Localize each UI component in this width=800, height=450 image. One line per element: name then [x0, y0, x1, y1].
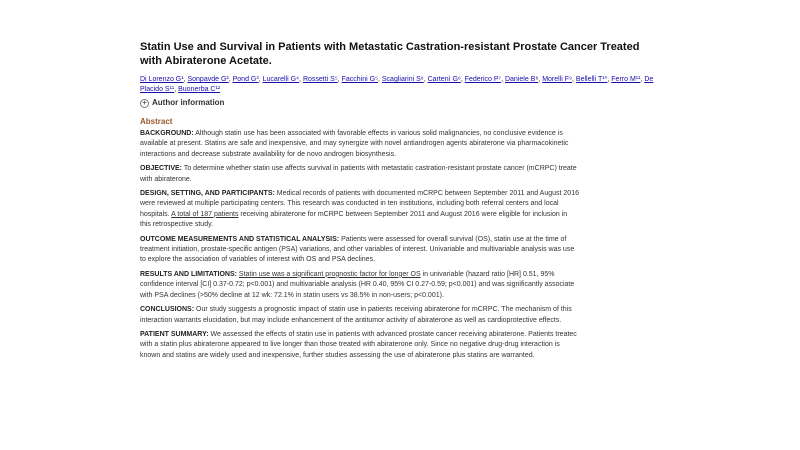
author-link[interactable]: Buonerba C¹²	[178, 86, 221, 93]
author-link[interactable]: Ferro M¹¹	[611, 76, 641, 83]
total-patients-highlight[interactable]: A total of 187 patients	[171, 210, 239, 218]
author-link[interactable]: Rossetti S⁵	[302, 76, 338, 83]
title-line-1: Statin Use and Survival in Patients with Metastatic Castration-resistant Prostate Cancer Treated	[140, 41, 640, 53]
conclusions-text-1: Our study suggests a prognostic impact of statin use in patients receiving abiraterone for mCRPC. The mechanism of this	[194, 306, 572, 314]
author-separator: ,	[337, 76, 342, 83]
abstract-results	[140, 270, 662, 301]
abstract-heading: Abstract	[140, 117, 173, 126]
author-list	[140, 75, 662, 95]
outcome-text-1: Patients were assessed for overall survival (OS), statin use at the time of	[339, 235, 567, 243]
objective-label: OBJECTIVE:	[140, 165, 183, 173]
abstract-conclusions	[140, 305, 662, 326]
author-link[interactable]: Federico P⁷	[464, 76, 502, 83]
article-title	[140, 40, 662, 68]
author-separator: ,	[538, 76, 543, 83]
author-separator: ,	[572, 76, 576, 83]
author-separator: ,	[423, 76, 428, 83]
outcome-text-2: treatment initiation, prostate-specific antigen (PSA) variations, and other variables of interest. Univariable and multivariable analysis was use	[140, 246, 575, 254]
author-separator: ,	[228, 76, 233, 83]
author-link[interactable]: Daniele B⁸	[504, 76, 539, 83]
author-information-label: Author information	[152, 98, 225, 107]
outcome-text-3: to explore the association of variables of interest with OS and PSA declines.	[140, 256, 376, 264]
author-separator: ,	[183, 76, 188, 83]
author-link[interactable]: Bellelli T¹⁰	[575, 76, 608, 83]
author-link[interactable]: Lucarelli G⁴	[262, 76, 300, 83]
summary-text-3: known and statins are widely used and inexpensive, further studies assessing the use of abiraterone plus statins are warranted.	[140, 351, 535, 359]
background-text-1: Although statin use has been associated with favorable effects in various solid malignancies, no conclusive evidence is	[193, 130, 563, 137]
conclusions-text-2: interaction warrants elucidation, but may include enhancement of the antitumor activity of abiraterone as well as cardioprotective effects.	[140, 316, 562, 324]
statin-prognostic-highlight[interactable]: Statin use was a significant prognostic factor for longer OS	[238, 270, 421, 278]
outcome-label: OUTCOME MEASUREMENTS AND STATISTICAL ANALYSIS:	[140, 235, 340, 243]
author-separator: ,	[640, 76, 645, 83]
author-link[interactable]: Cartenì G⁶	[427, 76, 461, 83]
author-separator: ,	[378, 76, 382, 83]
author-link[interactable]: Di Lorenzo G¹	[140, 76, 184, 83]
title-line-2: with Abiraterone Acetate.	[140, 55, 272, 67]
background-label: BACKGROUND:	[140, 130, 194, 137]
author-link[interactable]: De Placido S¹¹	[140, 76, 654, 93]
background-text-2: available at present. Statins are safe and inexpensive, and may synergize with novel antiandrogen agents abiraterone via pharmacokinetic	[140, 140, 569, 148]
author-link[interactable]: Scagliarini S⁶	[381, 76, 424, 83]
author-link[interactable]: Morelli F⁹	[542, 76, 573, 83]
plus-icon: +	[140, 99, 149, 108]
author-separator: ,	[607, 76, 612, 83]
results-text-2: confidence interval [CI] 0.37-0.72; p<0.001) and multivariable analysis (HR 0.40, 95% CI 0.27-0.59; p<0.001) and was significantly associate	[140, 281, 575, 289]
background-text-3: interactions and decrease substrate availability for de novo androgen biosynthesis.	[140, 150, 397, 158]
abstract-background	[140, 129, 662, 160]
author-separator: ,	[174, 86, 179, 93]
author-information-toggle[interactable]	[140, 98, 662, 108]
author-link[interactable]: Pond G³	[232, 76, 259, 83]
author-separator: ,	[460, 76, 465, 83]
objective-text-2: with abiraterone.	[140, 175, 192, 183]
abstract-design	[140, 189, 662, 231]
author-link[interactable]: Sonpavde G²	[187, 76, 229, 83]
abstract-patient-summary	[140, 330, 662, 361]
abstract-objective	[140, 164, 662, 185]
design-text-3a: hospitals.	[140, 210, 172, 218]
summary-text-1: We assessed the effects of statin use in patients with advanced prostate cancer receiving abiraterone. Patients treatec	[208, 330, 577, 338]
article-content	[140, 40, 662, 365]
results-text-1b: in univariable (hazard ratio [HR] 0.51, 95%	[420, 270, 555, 278]
design-text-4: this retrospective study.	[140, 221, 214, 229]
abstract-outcome	[140, 235, 662, 266]
design-text-2: were reviewed at multiple participating centers. This research was conducted in ten institutions, including both referral centers and local	[140, 200, 559, 208]
objective-text-1: To determine whether statin use affects survival in patients with metastatic castration-resistant prostate cancer (mCRPC) treate	[182, 165, 577, 173]
summary-text-2: with a statin plus abiraterone appeared to live longer than those treated with abiraterone only. Since no negative drug-drug interaction is	[140, 341, 560, 349]
results-label: RESULTS AND LIMITATIONS:	[140, 270, 237, 278]
conclusions-label: CONCLUSIONS:	[140, 306, 195, 314]
author-separator: ,	[258, 76, 263, 83]
design-text-3b: receiving abiraterone for mCRPC between September 2011 and August 2016 were eligible for inclusion in	[238, 210, 568, 218]
author-separator: ,	[501, 76, 505, 83]
design-text-1: Medical records of patients with documented mCRPC between September 2011 and August 2016	[274, 190, 579, 198]
author-separator: ,	[299, 76, 303, 83]
author-link[interactable]: Facchini G⁵	[341, 76, 378, 83]
design-label: DESIGN, SETTING, AND PARTICIPANTS:	[140, 190, 275, 198]
results-text-3: with PSA declines (>50% decline at 12 wk: 72.1% in statin users vs 38.5% in non-users; p<0.001).	[140, 291, 444, 299]
summary-label: PATIENT SUMMARY:	[140, 330, 209, 338]
